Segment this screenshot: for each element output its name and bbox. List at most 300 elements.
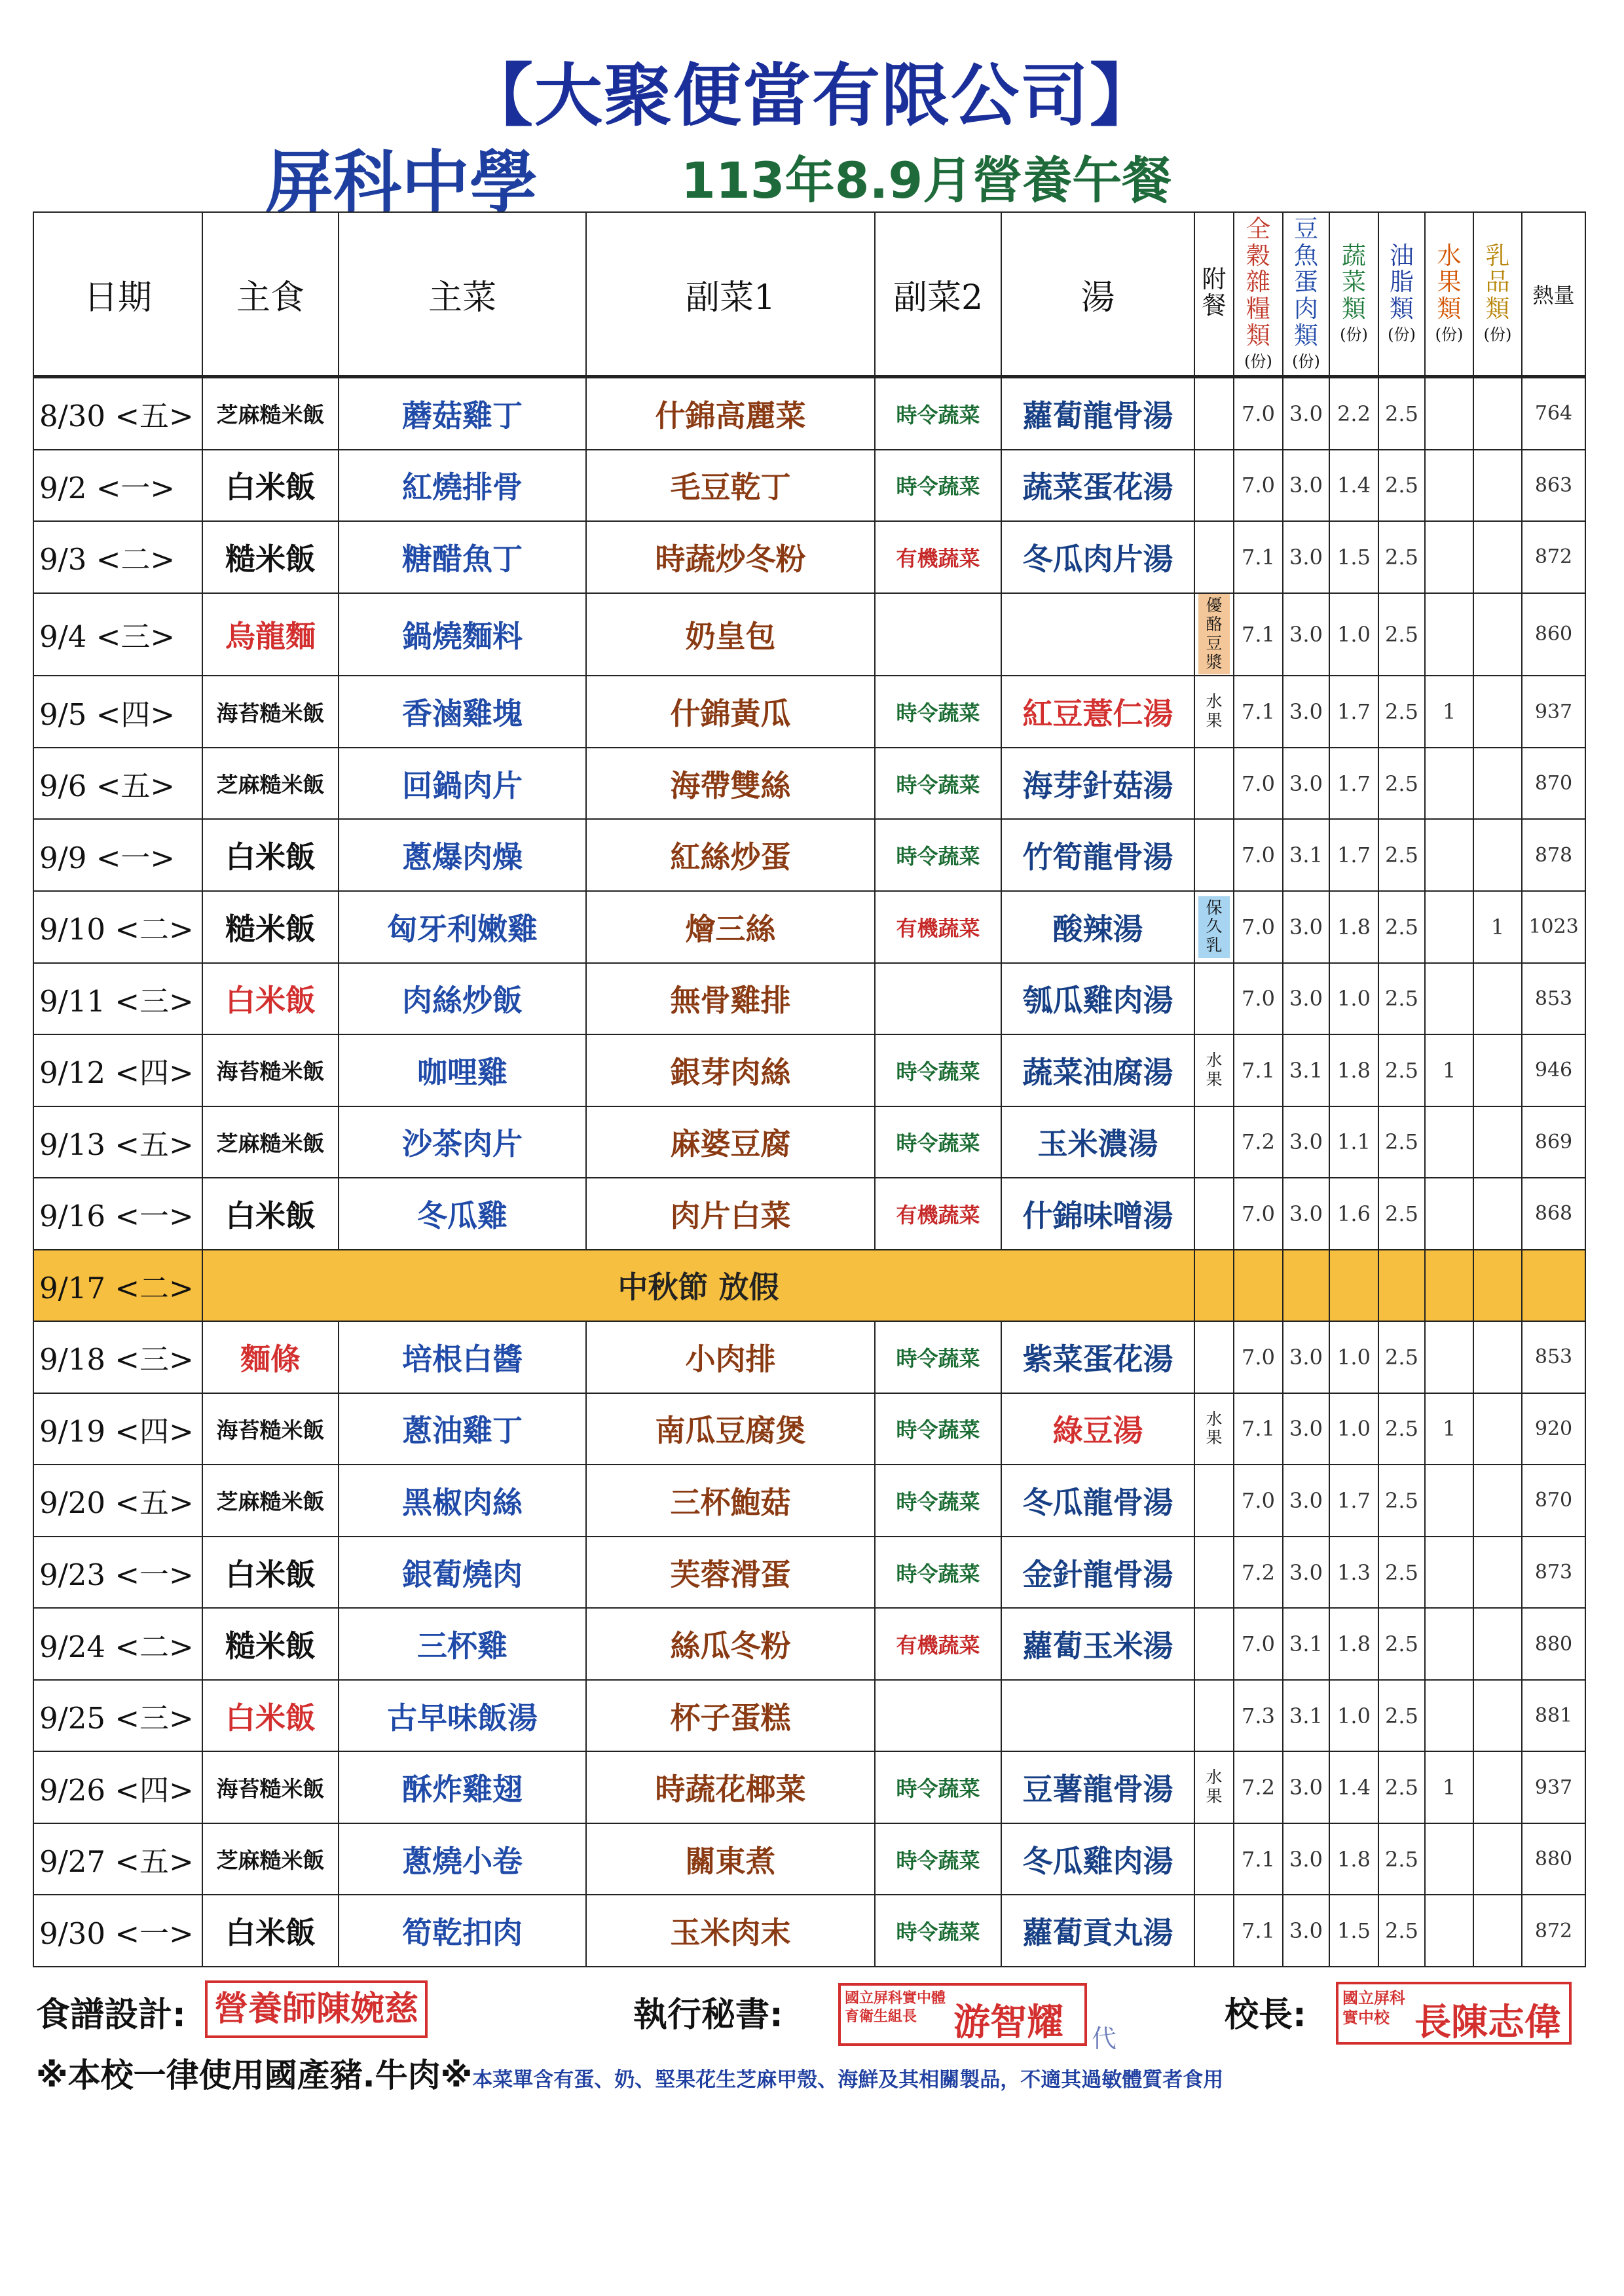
protein-cell: 3.0 [1283,1178,1329,1250]
date-cell: 9/27 <五> [33,1823,202,1895]
menu-row [33,676,1585,748]
grains-cell: 7.1 [1234,1895,1283,1967]
oil-cell: 2.5 [1378,521,1425,593]
main-dish-cell: 冬瓜雞 [339,1178,586,1250]
extra-cell [1194,1680,1234,1752]
designer-label: 食譜設計: [36,1995,186,2035]
oil-cell: 2.5 [1378,748,1425,820]
soup-cell: 豆薯龍骨湯 [1001,1751,1194,1823]
grains-cell: 7.0 [1234,1465,1283,1537]
extra-tag: 水果 [1206,692,1223,731]
soup-cell: 紅豆薏仁湯 [1001,676,1194,748]
staple-cell: 白米飯 [202,963,339,1035]
side-dish-2-cell: 有機蔬菜 [875,1178,1001,1250]
protein-cell: 3.0 [1283,450,1329,522]
dairy-cell [1473,1895,1522,1967]
side-dish-1-cell: 什錦黃瓜 [586,676,875,748]
extra-cell [1194,891,1234,963]
fruit-cell [1425,963,1473,1035]
oil-cell: 2.5 [1378,1321,1425,1393]
main-dish-cell: 咖哩雞 [339,1034,586,1106]
staple-cell: 海苔糙米飯 [202,1393,339,1465]
secretary-stamp: 國立屏科實中體育衛生組長 游智耀 [838,1983,1087,2046]
grains-cell: 7.2 [1234,1537,1283,1609]
side-dish-2-cell: 時令蔬菜 [875,1393,1001,1465]
veg-cell: 2.2 [1329,377,1378,450]
holiday-cell: 中秋節 放假 [202,1250,1194,1322]
extra-cell [1194,521,1234,593]
menu-row [33,1321,1585,1393]
oil-cell: 2.5 [1378,891,1425,963]
grains-cell: 7.1 [1234,1823,1283,1895]
empty-cell [1425,1250,1473,1322]
header-protein: 豆魚蛋肉類 (份) [1283,212,1329,377]
oil-cell: 2.5 [1378,1393,1425,1465]
protein-cell: 3.0 [1283,1106,1329,1178]
protein-cell: 3.0 [1283,676,1329,748]
main-dish-cell: 糖醋魚丁 [339,521,586,593]
side-dish-1-cell: 芙蓉滑蛋 [586,1537,875,1609]
staple-cell: 海苔糙米飯 [202,676,339,748]
soup-cell: 酸辣湯 [1001,891,1194,963]
veg-cell: 1.5 [1329,1895,1378,1967]
dairy-cell [1473,521,1522,593]
oil-cell: 2.5 [1378,1608,1425,1680]
side-dish-1-cell: 南瓜豆腐煲 [586,1393,875,1465]
fruit-cell [1425,450,1473,522]
header-side2: 副菜2 [875,212,1001,377]
side-dish-2-cell: 有機蔬菜 [875,891,1001,963]
fruit-cell [1425,1608,1473,1680]
principal-label: 校長: [1225,1995,1306,2035]
oil-cell: 2.5 [1378,963,1425,1035]
veg-cell: 1.0 [1329,963,1378,1035]
side-dish-2-cell: 時令蔬菜 [875,1034,1001,1106]
extra-cell [1194,1608,1234,1680]
empty-cell [1378,1250,1425,1322]
oil-cell: 2.5 [1378,450,1425,522]
fruit-cell [1425,1321,1473,1393]
dairy-cell [1473,1608,1522,1680]
menu-row [33,1823,1585,1895]
veg-cell: 1.5 [1329,521,1378,593]
staple-cell: 海苔糙米飯 [202,1034,339,1106]
date-cell: 9/20 <五> [33,1465,202,1537]
dairy-cell [1473,1393,1522,1465]
side-dish-2-cell [875,593,1001,676]
side-dish-1-cell: 三杯鮑菇 [586,1465,875,1537]
notes-line [36,2049,1595,2096]
signature-line [36,1980,1595,2053]
veg-cell: 1.0 [1329,1680,1378,1752]
staple-cell: 海苔糙米飯 [202,1751,339,1823]
empty-cell [1522,1250,1585,1322]
side-dish-1-cell: 什錦高麗菜 [586,377,875,450]
side-dish-1-cell: 毛豆乾丁 [586,450,875,522]
menu-row [33,593,1585,676]
soup-cell: 冬瓜雞肉湯 [1001,1823,1194,1895]
side-dish-1-cell: 時蔬炒冬粉 [586,521,875,593]
calories-cell: 872 [1522,521,1585,593]
extra-cell [1194,1034,1234,1106]
staple-cell: 糙米飯 [202,521,339,593]
grains-cell: 7.1 [1234,676,1283,748]
school-name: 屏科中學 [265,143,538,223]
calories-cell: 937 [1522,676,1585,748]
fruit-cell [1425,1106,1473,1178]
main-dish-cell: 肉絲炒飯 [339,963,586,1035]
staple-cell: 芝麻糙米飯 [202,1465,339,1537]
calories-cell: 937 [1522,1751,1585,1823]
oil-cell: 2.5 [1378,377,1425,450]
soup-cell: 冬瓜肉片湯 [1001,521,1194,593]
main-dish-cell: 鍋燒麵料 [339,593,586,676]
side-dish-1-cell: 紅絲炒蛋 [586,819,875,891]
oil-cell: 2.5 [1378,1680,1425,1752]
staple-cell: 白米飯 [202,1680,339,1752]
extra-cell [1194,1895,1234,1967]
extra-cell [1194,1178,1234,1250]
soup-cell: 蔬菜油腐湯 [1001,1034,1194,1106]
dairy-cell [1473,1537,1522,1609]
soup-cell: 蘿蔔貢丸湯 [1001,1895,1194,1967]
side-dish-1-cell: 海帶雙絲 [586,748,875,820]
date-cell: 9/12 <四> [33,1034,202,1106]
dairy-cell [1473,676,1522,748]
main-dish-cell: 培根白醬 [339,1321,586,1393]
oil-cell: 2.5 [1378,1751,1425,1823]
soup-cell: 什錦味噌湯 [1001,1178,1194,1250]
header-extra: 附餐 [1194,212,1234,377]
side-dish-2-cell: 有機蔬菜 [875,521,1001,593]
soup-cell: 金針龍骨湯 [1001,1537,1194,1609]
dairy-cell [1473,1321,1522,1393]
protein-cell: 3.1 [1283,1680,1329,1752]
veg-cell: 1.8 [1329,891,1378,963]
menu-row [33,1895,1585,1967]
date-cell: 8/30 <五> [33,377,202,450]
grains-cell: 7.0 [1234,963,1283,1035]
date-cell: 9/13 <五> [33,1106,202,1178]
empty-cell [1473,1250,1522,1322]
dairy-cell [1473,1680,1522,1752]
date-cell: 9/9 <一> [33,819,202,891]
menu-row [33,450,1585,522]
protein-cell: 3.1 [1283,1608,1329,1680]
dairy-cell [1473,748,1522,820]
header-oil: 油脂類 (份) [1378,212,1425,377]
side-dish-2-cell: 有機蔬菜 [875,1608,1001,1680]
dairy-cell [1473,1465,1522,1537]
staple-cell: 芝麻糙米飯 [202,748,339,820]
side-dish-1-cell: 時蔬花椰菜 [586,1751,875,1823]
header-main: 主菜 [339,212,586,377]
protein-cell: 3.0 [1283,377,1329,450]
grains-cell: 7.0 [1234,819,1283,891]
veg-cell: 1.0 [1329,593,1378,676]
oil-cell: 2.5 [1378,1823,1425,1895]
empty-cell [1329,1250,1378,1322]
protein-cell: 3.0 [1283,1393,1329,1465]
oil-cell: 2.5 [1378,1106,1425,1178]
header-grains: 全穀雜糧類 (份) [1234,212,1283,377]
principal-stamp: 國立屏科實中校 長陳志偉 [1336,1982,1572,2045]
extra-cell [1194,1537,1234,1609]
lunch-menu-table [33,211,1586,1967]
menu-row [33,521,1585,593]
header-date: 日期 [33,212,202,377]
main-dish-cell: 黑椒肉絲 [339,1465,586,1537]
side-dish-1-cell: 杯子蛋糕 [586,1680,875,1752]
veg-cell: 1.7 [1329,748,1378,820]
date-cell: 9/16 <一> [33,1178,202,1250]
extra-cell [1194,676,1234,748]
dairy-cell [1473,1106,1522,1178]
fruit-cell [1425,1680,1473,1752]
extra-cell [1194,1751,1234,1823]
secretary-label: 執行秘書: [633,1995,783,2035]
main-dish-cell: 銀蔔燒肉 [339,1537,586,1609]
grains-cell: 7.0 [1234,891,1283,963]
date-cell: 9/3 <二> [33,521,202,593]
side-dish-2-cell: 時令蔬菜 [875,1537,1001,1609]
fruit-cell: 1 [1425,1034,1473,1106]
header-soup: 湯 [1001,212,1194,377]
date-cell: 9/25 <三> [33,1680,202,1752]
dairy-cell [1473,1823,1522,1895]
header-dairy: 乳品類 (份) [1473,212,1522,377]
calories-cell: 853 [1522,1321,1585,1393]
soup-cell: 竹筍龍骨湯 [1001,819,1194,891]
main-dish-cell: 沙茶肉片 [339,1106,586,1178]
extra-tag: 優酪豆漿 [1198,594,1230,674]
menu-row [33,1608,1585,1680]
soup-cell: 紫菜蛋花湯 [1001,1321,1194,1393]
grains-cell: 7.0 [1234,1178,1283,1250]
side-dish-1-cell: 絲瓜冬粉 [586,1608,875,1680]
protein-cell: 3.1 [1283,819,1329,891]
side-dish-2-cell: 時令蔬菜 [875,1321,1001,1393]
calories-cell: 870 [1522,1465,1585,1537]
fruit-cell [1425,1537,1473,1609]
calories-cell: 878 [1522,819,1585,891]
fruit-cell [1425,748,1473,820]
menu-row [33,891,1585,963]
side-dish-1-cell: 奶皇包 [586,593,875,676]
grains-cell: 7.2 [1234,1106,1283,1178]
veg-cell: 1.4 [1329,450,1378,522]
extra-cell [1194,1106,1234,1178]
fruit-cell: 1 [1425,1751,1473,1823]
side-dish-1-cell: 小肉排 [586,1321,875,1393]
oil-cell: 2.5 [1378,676,1425,748]
header-staple: 主食 [202,212,339,377]
oil-cell: 2.5 [1378,593,1425,676]
dairy-cell [1473,1178,1522,1250]
pork-note: ※本校一律使用國產豬.牛肉※ [36,2056,473,2094]
empty-cell [1283,1250,1329,1322]
grains-cell: 7.0 [1234,450,1283,522]
grains-cell: 7.0 [1234,748,1283,820]
veg-cell: 1.8 [1329,1034,1378,1106]
soup-cell [1001,1680,1194,1752]
date-cell: 9/24 <二> [33,1608,202,1680]
fruit-cell [1425,521,1473,593]
protein-cell: 3.0 [1283,1537,1329,1609]
date-cell: 9/18 <三> [33,1321,202,1393]
staple-cell: 白米飯 [202,450,339,522]
main-dish-cell: 蔥燒小卷 [339,1823,586,1895]
date-cell: 9/11 <三> [33,963,202,1035]
extra-tag: 水果 [1206,1768,1223,1806]
side-dish-2-cell: 時令蔬菜 [875,1823,1001,1895]
dairy-cell: 1 [1473,891,1522,963]
menu-row [33,377,1585,450]
date-cell: 9/30 <一> [33,1895,202,1967]
main-dish-cell: 筍乾扣肉 [339,1895,586,1967]
veg-cell: 1.7 [1329,819,1378,891]
main-dish-cell: 古早味飯湯 [339,1680,586,1752]
side-dish-1-cell: 麻婆豆腐 [586,1106,875,1178]
menu-row [33,1178,1585,1250]
acting-mark: 代 [1092,2024,1117,2053]
staple-cell: 糙米飯 [202,891,339,963]
header-fruit: 水果類 (份) [1425,212,1473,377]
soup-cell: 玉米濃湯 [1001,1106,1194,1178]
date-cell: 9/19 <四> [33,1393,202,1465]
fruit-cell [1425,593,1473,676]
staple-cell: 白米飯 [202,1895,339,1967]
calories-cell: 872 [1522,1895,1585,1967]
veg-cell: 1.8 [1329,1823,1378,1895]
soup-cell: 蔬菜蛋花湯 [1001,450,1194,522]
staple-cell: 白米飯 [202,1537,339,1609]
soup-cell [1001,593,1194,676]
extra-cell [1194,450,1234,522]
main-dish-cell: 三杯雞 [339,1608,586,1680]
company-name: 【大聚便當有限公司】 [464,56,1159,136]
menu-row [33,1393,1585,1465]
soup-cell: 蘿蔔龍骨湯 [1001,377,1194,450]
side-dish-1-cell: 燴三絲 [586,891,875,963]
date-cell: 9/6 <五> [33,748,202,820]
main-dish-cell: 匈牙利嫩雞 [339,891,586,963]
protein-cell: 3.0 [1283,593,1329,676]
extra-cell [1194,1465,1234,1537]
grains-cell: 7.1 [1234,593,1283,676]
calories-cell: 869 [1522,1106,1585,1178]
grains-cell: 7.1 [1234,521,1283,593]
fruit-cell [1425,1895,1473,1967]
dairy-cell [1473,377,1522,450]
fruit-cell [1425,891,1473,963]
side-dish-2-cell [875,963,1001,1035]
calories-cell: 881 [1522,1680,1585,1752]
dairy-cell [1473,593,1522,676]
menu-row [33,1680,1585,1752]
side-dish-2-cell: 時令蔬菜 [875,676,1001,748]
soup-cell: 綠豆湯 [1001,1393,1194,1465]
soup-cell: 瓠瓜雞肉湯 [1001,963,1194,1035]
protein-cell: 3.0 [1283,521,1329,593]
protein-cell: 3.0 [1283,1321,1329,1393]
oil-cell: 2.5 [1378,1465,1425,1537]
grains-cell: 7.0 [1234,1321,1283,1393]
header-side1: 副菜1 [586,212,875,377]
side-dish-2-cell: 時令蔬菜 [875,1895,1001,1967]
calories-cell: 868 [1522,1178,1585,1250]
staple-cell: 芝麻糙米飯 [202,1823,339,1895]
extra-cell [1194,1823,1234,1895]
date-cell: 9/2 <一> [33,450,202,522]
soup-cell: 海芽針菇湯 [1001,748,1194,820]
menu-row [33,1537,1585,1609]
staple-cell: 糙米飯 [202,1608,339,1680]
calories-cell: 1023 [1522,891,1585,963]
calories-cell: 853 [1522,963,1585,1035]
extra-cell [1194,819,1234,891]
calories-cell: 860 [1522,593,1585,676]
fruit-cell: 1 [1425,676,1473,748]
empty-cell [1194,1250,1234,1322]
fruit-cell [1425,1823,1473,1895]
allergen-note: 本菜單含有蛋、奶、堅果花生芝麻甲殼、海鮮及其相關製品，不適其過敏體質者食用 [472,2068,1224,2092]
side-dish-2-cell: 時令蔬菜 [875,1465,1001,1537]
protein-cell: 3.0 [1283,891,1329,963]
side-dish-2-cell: 時令蔬菜 [875,1106,1001,1178]
extra-cell [1194,593,1234,676]
dairy-cell [1473,819,1522,891]
calories-cell: 873 [1522,1537,1585,1609]
extra-tag: 水果 [1206,1409,1223,1448]
date-cell: 9/4 <三> [33,593,202,676]
calories-cell: 920 [1522,1393,1585,1465]
soup-cell: 冬瓜龍骨湯 [1001,1465,1194,1537]
fruit-cell [1425,1178,1473,1250]
date-cell: 9/10 <二> [33,891,202,963]
menu-row [33,1034,1585,1106]
veg-cell: 1.3 [1329,1537,1378,1609]
date-cell: 9/17 <二> [33,1250,202,1322]
table-body [33,377,1585,1967]
designer-stamp: 營養師陳婉慈 [205,1980,428,2038]
staple-cell: 白米飯 [202,1178,339,1250]
dairy-cell [1473,1751,1522,1823]
extra-cell [1194,377,1234,450]
main-dish-cell: 酥炸雞翅 [339,1751,586,1823]
extra-cell [1194,1321,1234,1393]
extra-cell [1194,963,1234,1035]
side-dish-2-cell: 時令蔬菜 [875,1751,1001,1823]
date-cell: 9/5 <四> [33,676,202,748]
calories-cell: 764 [1522,377,1585,450]
fruit-cell: 1 [1425,1393,1473,1465]
side-dish-2-cell: 時令蔬菜 [875,748,1001,820]
extra-tag: 保久乳 [1198,896,1230,958]
protein-cell: 3.0 [1283,1751,1329,1823]
protein-cell: 3.0 [1283,748,1329,820]
extra-cell [1194,1393,1234,1465]
side-dish-1-cell: 無骨雞排 [586,963,875,1035]
grains-cell: 7.0 [1234,1608,1283,1680]
main-dish-cell: 蔥油雞丁 [339,1393,586,1465]
grains-cell: 7.3 [1234,1680,1283,1752]
menu-title: 113年8.9月營養午餐 [681,151,1172,210]
calories-cell: 870 [1522,748,1585,820]
veg-cell: 1.1 [1329,1106,1378,1178]
main-dish-cell: 紅燒排骨 [339,450,586,522]
veg-cell: 1.0 [1329,1321,1378,1393]
